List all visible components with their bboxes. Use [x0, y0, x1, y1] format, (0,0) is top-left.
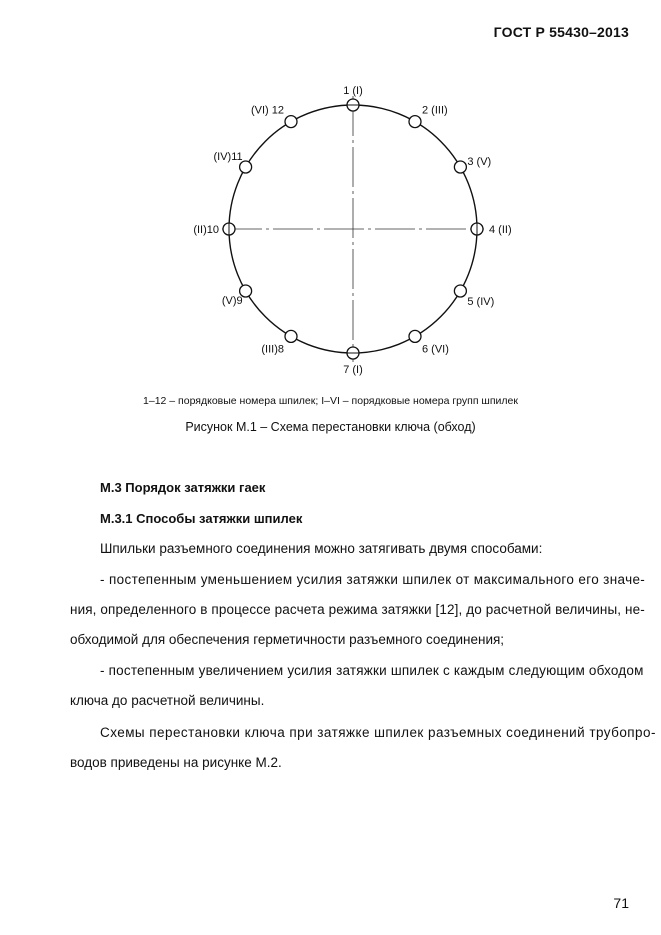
intro-paragraph	[100, 534, 630, 564]
figure-caption: Рисунок М.1 – Схема перестановки ключа (обход)	[185, 420, 476, 434]
bolt-label-1: 1 (I)	[343, 85, 363, 97]
bolt-label-12: (VI) 12	[250, 104, 284, 117]
bolt-hole-6	[409, 330, 421, 342]
bolt-hole-8	[285, 330, 297, 342]
outro-paragraph	[70, 718, 656, 778]
wrench-sequence-diagram	[0, 60, 661, 390]
bolt-label-8: (III)8	[261, 343, 284, 356]
method-2-line-2: ключа до расчетной величины.	[70, 693, 265, 708]
page-number: 71	[613, 895, 629, 911]
section-heading: М.3 Порядок затяжки гаек	[100, 480, 266, 495]
bolt-label-2: 2 (III)	[422, 104, 448, 117]
figure-legend: 1–12 – порядковые номера шпилек; I–VI – порядковые номера групп шпилек	[143, 395, 518, 407]
outro-line-1: Схемы перестановки ключа при затяжке шпилек разъемных соединений трубопро-	[100, 725, 656, 740]
document-header: ГОСТ Р 55430–2013	[493, 24, 629, 40]
bolt-label-10: (II)10	[193, 224, 219, 236]
method-2-line-1: - постепенным увеличением усилия затяжки шпилек с каждым следующим обходом	[100, 663, 644, 678]
outro-line-2: водов приведены на рисунке М.2.	[70, 755, 282, 770]
method-1-paragraph	[70, 565, 646, 655]
bolt-label-5: 5 (IV)	[467, 296, 495, 308]
bolt-label-7: 7 (I)	[343, 364, 363, 376]
bolt-hole-3	[454, 161, 466, 173]
method-1-line-3: обходимой для обеспечения герметичности разъемного соединения;	[70, 632, 505, 647]
intro-line: Шпильки разъемного соединения можно затягивать двумя способами:	[100, 541, 543, 556]
method-2-paragraph	[70, 656, 644, 716]
method-1-line-1: - постепенным уменьшением усилия затяжки шпилек от максимального его значе-	[100, 572, 646, 587]
bolt-label-9: (V)9	[221, 295, 243, 307]
bolt-label-4: 4 (II)	[489, 224, 512, 236]
subsection-heading: М.3.1 Способы затяжки шпилек	[100, 511, 303, 526]
bolt-hole-5	[454, 285, 466, 297]
method-1-line-2: ния, определенного в процессе расчета режима затяжки [12], до расчетной величины, не-	[70, 602, 645, 617]
bolt-label-11: (IV)11	[213, 151, 243, 163]
bolt-label-6: 6 (VI)	[422, 343, 449, 356]
bolt-hole-12	[285, 116, 297, 128]
bolt-label-3: 3 (V)	[467, 156, 492, 168]
bolt-hole-2	[409, 116, 421, 128]
